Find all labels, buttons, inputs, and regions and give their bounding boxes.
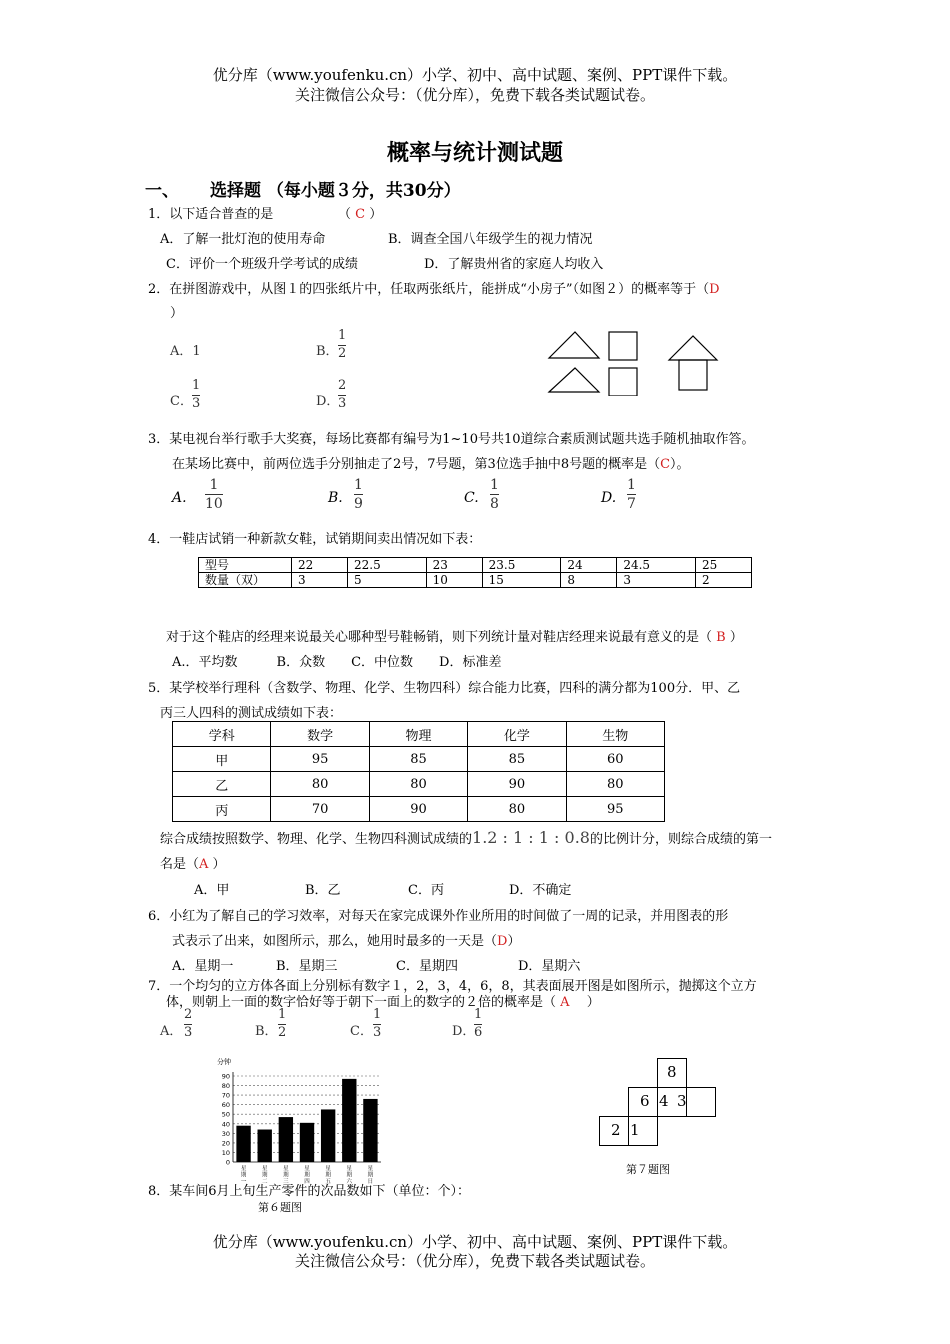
q5-option-b: B．乙 xyxy=(305,883,341,898)
triangle-piece-1 xyxy=(549,332,599,358)
q1-option-d: D．了解贵州省的家庭人均收入 xyxy=(424,257,604,272)
q6-option-a: A．星期一 xyxy=(172,959,234,974)
table-cell: 90 xyxy=(468,772,566,797)
q3-option-c-fraction: 1 8 xyxy=(490,477,499,513)
q6-option-c: C．星期四 xyxy=(396,959,458,974)
q6-option-b: B．星期三 xyxy=(276,959,338,974)
q2-option-c-label: C． xyxy=(170,394,193,409)
q2-option-b-fraction: 1 2 xyxy=(338,328,347,361)
q1-option-c: C．评价一个班级升学考试的成绩 xyxy=(166,257,358,272)
house-body xyxy=(679,360,707,390)
q3-option-d-fraction: 1 7 xyxy=(627,477,636,513)
x-tick-label: 星期三 xyxy=(283,1166,289,1185)
net-number: 6 xyxy=(640,1092,650,1110)
square-piece-2 xyxy=(609,368,637,396)
table-cell: 型号 xyxy=(199,558,292,573)
net-cell-mid-3 xyxy=(686,1087,716,1117)
net-number: 2 xyxy=(611,1121,621,1139)
table-cell: 5 xyxy=(348,573,427,588)
q2-option-d-label: D． xyxy=(316,394,340,409)
y-tick-label: 20 xyxy=(221,1139,230,1148)
q3-option-a-fraction: 1 10 xyxy=(205,477,223,513)
table-cell: 3 xyxy=(292,573,348,588)
x-tick-label: 星期日 xyxy=(367,1166,374,1185)
q2-option-d-fraction: 2 3 xyxy=(338,378,347,411)
table-row xyxy=(173,797,665,822)
net-number: 8 xyxy=(667,1063,677,1081)
table-cell: 70 xyxy=(271,797,369,822)
table-cell: 95 xyxy=(271,747,369,772)
table-cell: 80 xyxy=(566,772,664,797)
table-cell: 22 xyxy=(292,558,348,573)
table-header-cell: 数学 xyxy=(271,722,369,747)
q7-option-c-fraction: 1 3 xyxy=(373,1007,382,1040)
q7-option-d-label: D． xyxy=(452,1024,476,1039)
y-tick-label: 30 xyxy=(221,1129,230,1138)
q7-line-1: 7．一个均匀的立方体各面上分别标有数字１，2，3，4，6，8，其表面展开图是如图所示，抛掷这个立方 xyxy=(148,979,757,994)
q6-line-1: 6．小红为了解自己的学习效率，对每天在家完成课外作业所用的时间做了一周的记录，并用图表的形 xyxy=(148,909,729,924)
table-cell: 丙 xyxy=(173,797,271,822)
q3-option-c-label: C. xyxy=(464,490,479,506)
table-cell: 80 xyxy=(369,772,467,797)
net-number: 4 xyxy=(659,1092,669,1110)
q2-puzzle-figure xyxy=(545,328,725,396)
x-tick-label: 星期一 xyxy=(240,1166,247,1185)
q6-line-2: 式表示了出来，如图所示，那么，她用时最多的一天是（D） xyxy=(172,934,521,949)
net-number: 1 xyxy=(630,1121,640,1139)
q7-line-2: 体，则朝上一面的数字恰好等于朝下一面上的数字的２倍的概率是（ A ） xyxy=(166,995,600,1010)
table-cell: 85 xyxy=(369,747,467,772)
q7-option-a-label: A． xyxy=(160,1024,183,1039)
table-cell: 24.5 xyxy=(617,558,696,573)
q3-option-d-label: D. xyxy=(601,490,617,506)
y-tick-label: 60 xyxy=(221,1101,230,1110)
q6-bar-chart xyxy=(205,1056,390,1186)
table-cell: 甲 xyxy=(173,747,271,772)
y-tick-label: 90 xyxy=(221,1072,230,1081)
bar-4 xyxy=(300,1123,314,1162)
table-cell: 15 xyxy=(482,573,561,588)
table-cell: 80 xyxy=(468,797,566,822)
q2-option-a: A．1 xyxy=(170,344,201,359)
q1-answer: （ C ） xyxy=(338,207,383,222)
bar-6 xyxy=(342,1079,356,1162)
q3-line-1: 3．某电视台举行歌手大奖赛，每场比赛都有编号为1~10号共10道综合素质测试题共选手随机抽取作答。 xyxy=(148,432,755,447)
q5-score-table xyxy=(172,721,665,822)
table-cell: 22.5 xyxy=(348,558,427,573)
q3-line-2: 在某场比赛中，前两位选手分别抽走了2号，7号题，第3位选手抽中8号题的概率是（C）。 xyxy=(172,457,690,472)
q5-text-1: 综合成绩按照数学、物理、化学、生物四科测试成绩的1.2 : 1 : 1 : 0.8的比例计分，则综合成绩的第一 xyxy=(160,828,772,847)
table-cell: 乙 xyxy=(173,772,271,797)
square-piece-1 xyxy=(609,332,637,360)
y-tick-label: 40 xyxy=(221,1120,230,1129)
table-cell: 90 xyxy=(369,797,467,822)
table-cell: 85 xyxy=(468,747,566,772)
x-tick-label: 星期六 xyxy=(346,1166,353,1185)
q2-close: ） xyxy=(170,306,184,321)
q5-option-c: C．丙 xyxy=(408,883,444,898)
table-cell: 10 xyxy=(426,573,482,588)
header-line-1: 优分库（www.youfenku.cn）小学、初中、高中试题、案例、PPT课件下载。 xyxy=(212,66,738,84)
q2-option-b-label: B． xyxy=(316,344,339,359)
bar-3 xyxy=(279,1117,293,1162)
table-cell: 23 xyxy=(426,558,482,573)
q5-line-2: 丙三人四科的测试成绩如下表： xyxy=(160,706,343,721)
q4-stem: 4．一鞋店试销一种新款女鞋，试销期间卖出情况如下表： xyxy=(148,532,482,547)
q4-question: 对于这个鞋店的经理来说最关心哪种型号鞋畅销，则下列统计量对鞋店经理来说最有意义的是（ B ） xyxy=(166,630,743,645)
x-tick-label: 星期二 xyxy=(261,1166,268,1185)
q5-option-d: D．不确定 xyxy=(509,883,572,898)
bar-1 xyxy=(236,1126,250,1162)
y-tick-label: 80 xyxy=(221,1082,230,1091)
q2-stem: 2．在拼图游戏中，从图１的四张纸片中，任取两张纸片，能拼成“小房子”（如图２）的概率等于（D xyxy=(148,282,720,297)
q5-line-1: 5．某学校举行理科（含数学、物理、化学、生物四科）综合能力比赛，四科的满分都为100分．甲、乙 xyxy=(148,681,741,696)
q4-options: A.．平均数 B．众数 C．中位数 D．标准差 xyxy=(172,655,502,670)
y-tick-label: 50 xyxy=(221,1110,230,1119)
q3-option-b-fraction: 1 9 xyxy=(354,477,363,513)
triangle-piece-2 xyxy=(549,368,599,392)
x-tick-label: 星期五 xyxy=(325,1166,331,1185)
house-roof xyxy=(669,336,717,360)
q1-stem: 1．以下适合普查的是 xyxy=(148,207,274,222)
section-title: 选择题 （每小题３分，共30分） xyxy=(210,181,461,201)
table-row xyxy=(173,722,665,747)
q7-option-b-label: B． xyxy=(255,1024,278,1039)
y-tick-label: 0 xyxy=(225,1158,230,1167)
table-cell: 80 xyxy=(271,772,369,797)
q8-stem: 8．某车间6月上旬生产零件的次品数如下（单位：个）： xyxy=(148,1184,471,1199)
table-row xyxy=(173,747,665,772)
table-cell: 8 xyxy=(561,573,617,588)
header-line-2: 关注微信公众号：（优分库），免费下载各类试题试卷。 xyxy=(294,86,655,104)
q7-option-a-fraction: 2 3 xyxy=(184,1007,193,1040)
table-row xyxy=(199,558,752,573)
table-header-cell: 学科 xyxy=(173,722,271,747)
table-cell: 3 xyxy=(617,573,696,588)
y-axis-label: 分钟 xyxy=(217,1058,231,1066)
footer-line-2: 关注微信公众号：（优分库），免费下载各类试题试卷。 xyxy=(294,1252,655,1270)
q7-option-b-fraction: 1 2 xyxy=(278,1007,287,1040)
q6-option-d: D．星期六 xyxy=(518,959,581,974)
table-header-cell: 化学 xyxy=(468,722,566,747)
x-tick-label: 星期四 xyxy=(304,1166,310,1185)
q3-option-b-label: B. xyxy=(328,490,343,506)
y-tick-label: 10 xyxy=(221,1148,230,1157)
table-header-cell: 物理 xyxy=(369,722,467,747)
bar-2 xyxy=(258,1130,272,1162)
q1-option-a: A．了解一批灯泡的使用寿命 xyxy=(160,232,326,247)
page-title: 概率与统计测试题 xyxy=(386,140,563,166)
q4-shoe-table xyxy=(198,557,752,588)
table-cell: 数量（双） xyxy=(199,573,292,588)
table-row xyxy=(173,772,665,797)
q7-option-d-fraction: 1 6 xyxy=(474,1007,483,1040)
y-tick-label: 70 xyxy=(221,1091,230,1100)
table-header-cell: 生物 xyxy=(566,722,664,747)
q7-caption: 第７题图 xyxy=(626,1163,670,1176)
q6-caption: 第６题图 xyxy=(258,1201,302,1214)
q5-text-2: 名是（A ） xyxy=(160,857,226,872)
table-row xyxy=(199,573,752,588)
q2-option-c-fraction: 1 3 xyxy=(192,378,201,411)
table-cell: 2 xyxy=(695,573,751,588)
table-cell: 24 xyxy=(561,558,617,573)
q1-option-b: B．调查全国八年级学生的视力情况 xyxy=(388,232,593,247)
q3-option-a-label: A. xyxy=(172,490,187,506)
table-cell: 95 xyxy=(566,797,664,822)
footer-line-1: 优分库（www.youfenku.cn）小学、初中、高中试题、案例、PPT课件下载。 xyxy=(212,1233,738,1251)
bar-5 xyxy=(321,1109,335,1162)
table-cell: 23.5 xyxy=(482,558,561,573)
net-number: 3 xyxy=(677,1092,687,1110)
q5-option-a: A．甲 xyxy=(194,883,230,898)
section-number: 一、 xyxy=(145,181,179,201)
table-cell: 25 xyxy=(695,558,751,573)
table-cell: 60 xyxy=(566,747,664,772)
q7-option-c-label: C． xyxy=(350,1024,373,1039)
bar-7 xyxy=(363,1099,377,1162)
